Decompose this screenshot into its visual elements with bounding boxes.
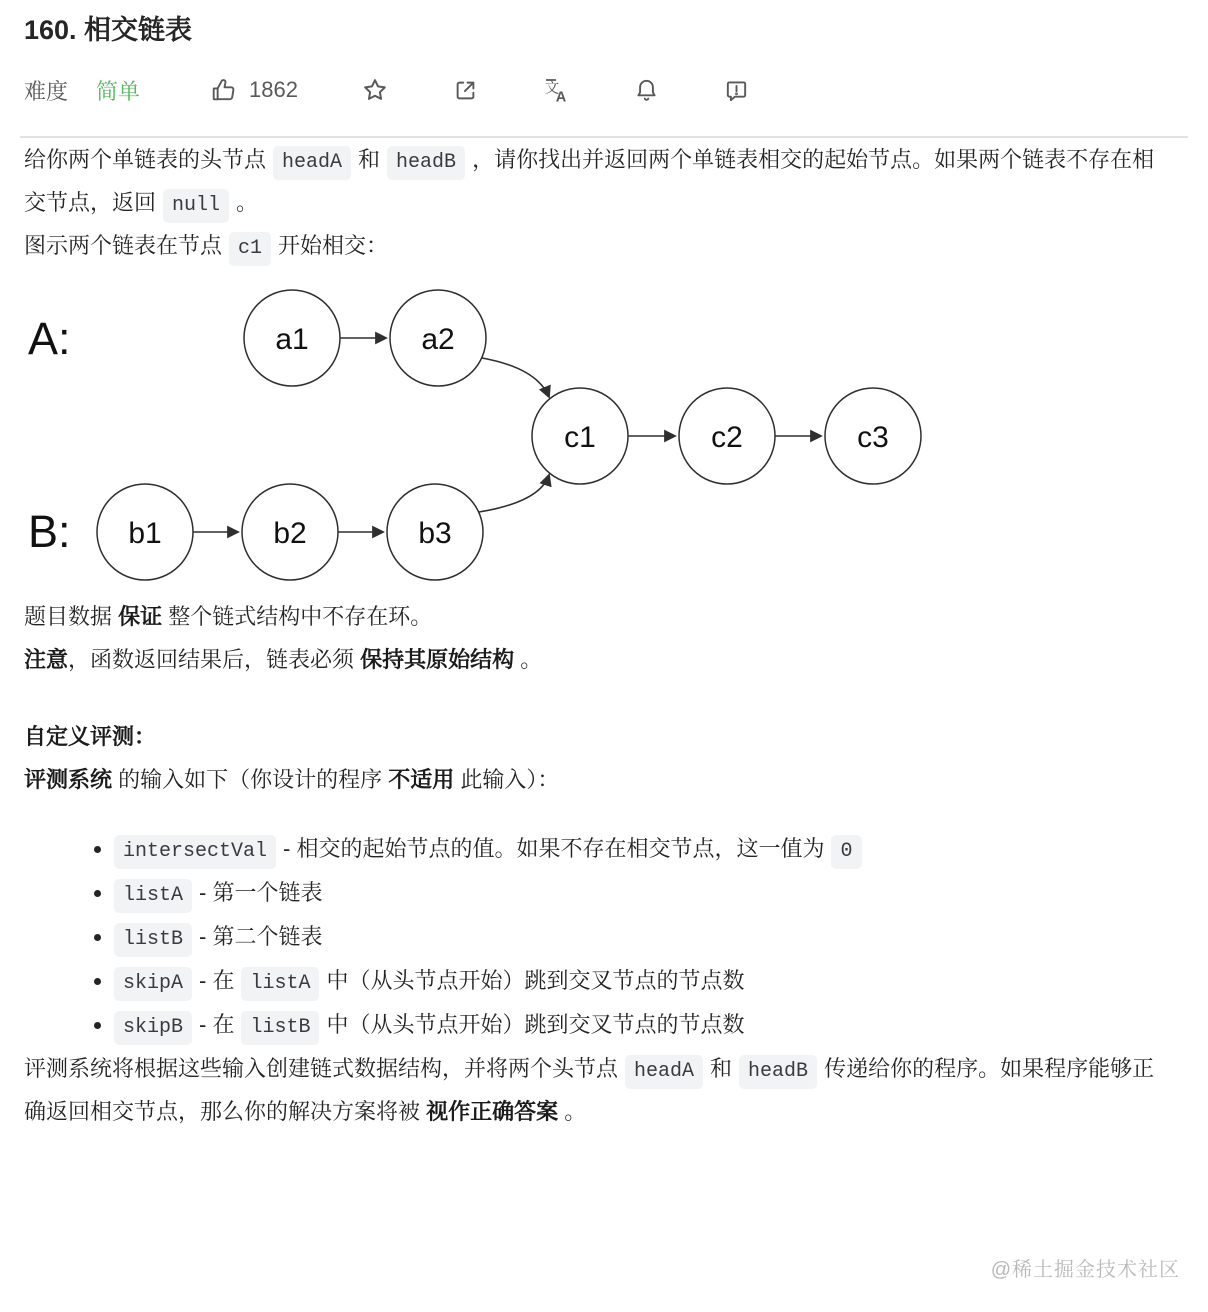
svg-text:文: 文 [544,80,560,97]
text-segment: 传递给你的程序。如果程序能够正确返回相交节点，那么你的解决方案将被 [24,1056,1155,1124]
text-segment: 评测系统将根据这些输入创建链式数据结构，并将两个头节点 [24,1056,619,1081]
bold-segment: 评测系统 [24,767,113,792]
linked-list-diagram [24,275,950,595]
bold-segment: 保证 [118,604,163,629]
code-chip: headB [387,146,465,180]
code-chip: headB [739,1055,817,1089]
svg-text:c2: c2 [711,421,743,454]
edge-b3-c1 [479,475,549,512]
watermark: @稀土掘金技术社区 [990,1259,1180,1281]
bold-segment: 保持其原始结构 [360,647,515,672]
translate-icon [542,76,570,104]
code-chip: skipA [114,967,192,1001]
meta-bar [24,72,1164,108]
svg-text:A: A [555,89,567,104]
text-segment: 的输入如下（你设计的程序 [112,767,389,792]
list-item [114,827,1164,871]
judge-behavior-note [24,1047,1164,1133]
code-chip: listA [241,967,319,1001]
problem-statement [24,138,1164,224]
text-segment: 和 [358,147,381,172]
list-b-label: B: [28,506,71,557]
attention-note [24,638,1164,681]
svg-text:c1: c1 [564,421,596,454]
list-item [114,871,1164,915]
feedback-button[interactable] [723,77,750,104]
text-segment: 此输入）： [454,767,560,792]
svg-text:a1: a1 [275,323,309,356]
node-a1 [244,290,340,386]
text-segment: 和 [710,1056,733,1081]
node-a2 [390,290,486,386]
text-segment: 题目数据 [24,604,119,629]
favorite-button[interactable] [361,76,389,104]
node-c2 [679,388,775,484]
text-segment: - 第二个链表 [199,924,323,949]
bold-segment: 不适用 [388,767,455,792]
text-segment: ，请你找出并返回两个单链表相交的起始节点。如果两个链表不存在相交节点，返回 [24,147,1155,215]
node-c3 [825,388,921,484]
svg-text:a2: a2 [421,323,455,356]
text-segment: 整个链式结构中不存在环。 [162,604,433,629]
list-item [114,959,1164,1003]
share-button[interactable] [452,77,479,104]
svg-text:c3: c3 [857,421,889,454]
code-chip: listA [114,879,192,913]
text-segment: 开始相交： [278,233,389,258]
code-chip: listB [241,1011,319,1045]
text-segment: - 第一个链表 [199,880,323,905]
feedback-icon [723,77,750,104]
page-title: 160. 相交链表 [24,15,193,45]
code-chip: headA [625,1055,703,1089]
svg-text:b1: b1 [128,517,162,550]
notification-button[interactable] [633,77,660,104]
difficulty-label: 难度 [24,78,69,104]
text-segment: ，函数返回结果后，链表必须 [68,647,361,672]
bold-segment: 注意 [24,647,69,672]
text-segment: 给你两个单链表的头节点 [24,147,267,172]
guarantee-note [24,595,1164,638]
bell-icon [633,77,660,104]
code-chip: listB [114,923,192,957]
figure-intro [24,224,1164,267]
judge-input-list [24,827,1164,1047]
node-b1 [97,484,193,580]
node-c1 [532,388,628,484]
code-chip: headA [273,146,351,180]
thumbs-up-icon [210,77,237,104]
text-segment: 中（从头节点开始）跳到交叉节点的节点数 [326,1012,745,1037]
list-item [114,1003,1164,1047]
text-segment: - 相交的起始节点的值。如果不存在相交节点，这一值为 [283,836,825,861]
text-segment: 。 [558,1099,587,1124]
text-segment: - 在 [199,968,235,993]
translate-button[interactable] [542,76,570,104]
edge-a2-c1 [482,358,549,397]
code-chip: c1 [229,232,271,266]
svg-text:b3: b3 [418,517,452,550]
node-b3 [387,484,483,580]
code-chip: 0 [831,835,861,869]
custom-judge-heading: 自定义评测： [24,724,157,749]
text-segment: 。 [236,190,259,215]
share-icon [452,77,479,104]
code-chip: null [163,189,229,223]
bold-segment: 视作正确答案 [426,1099,559,1124]
text-segment: 中（从头节点开始）跳到交叉节点的节点数 [326,968,745,993]
code-chip: intersectVal [114,835,276,869]
like-count: 1862 [249,77,298,102]
list-item [114,915,1164,959]
text-segment: - 在 [199,1012,235,1037]
node-b2 [242,484,338,580]
difficulty-badge: 简单 [96,78,141,104]
code-chip: skipB [114,1011,192,1045]
text-segment: 。 [514,647,543,672]
list-a-label: A: [28,313,71,364]
svg-text:b2: b2 [273,517,307,550]
star-icon [361,76,389,104]
text-segment: 图示两个链表在节点 [24,233,223,258]
like-button[interactable] [210,77,298,104]
judge-input-intro [24,758,1164,801]
